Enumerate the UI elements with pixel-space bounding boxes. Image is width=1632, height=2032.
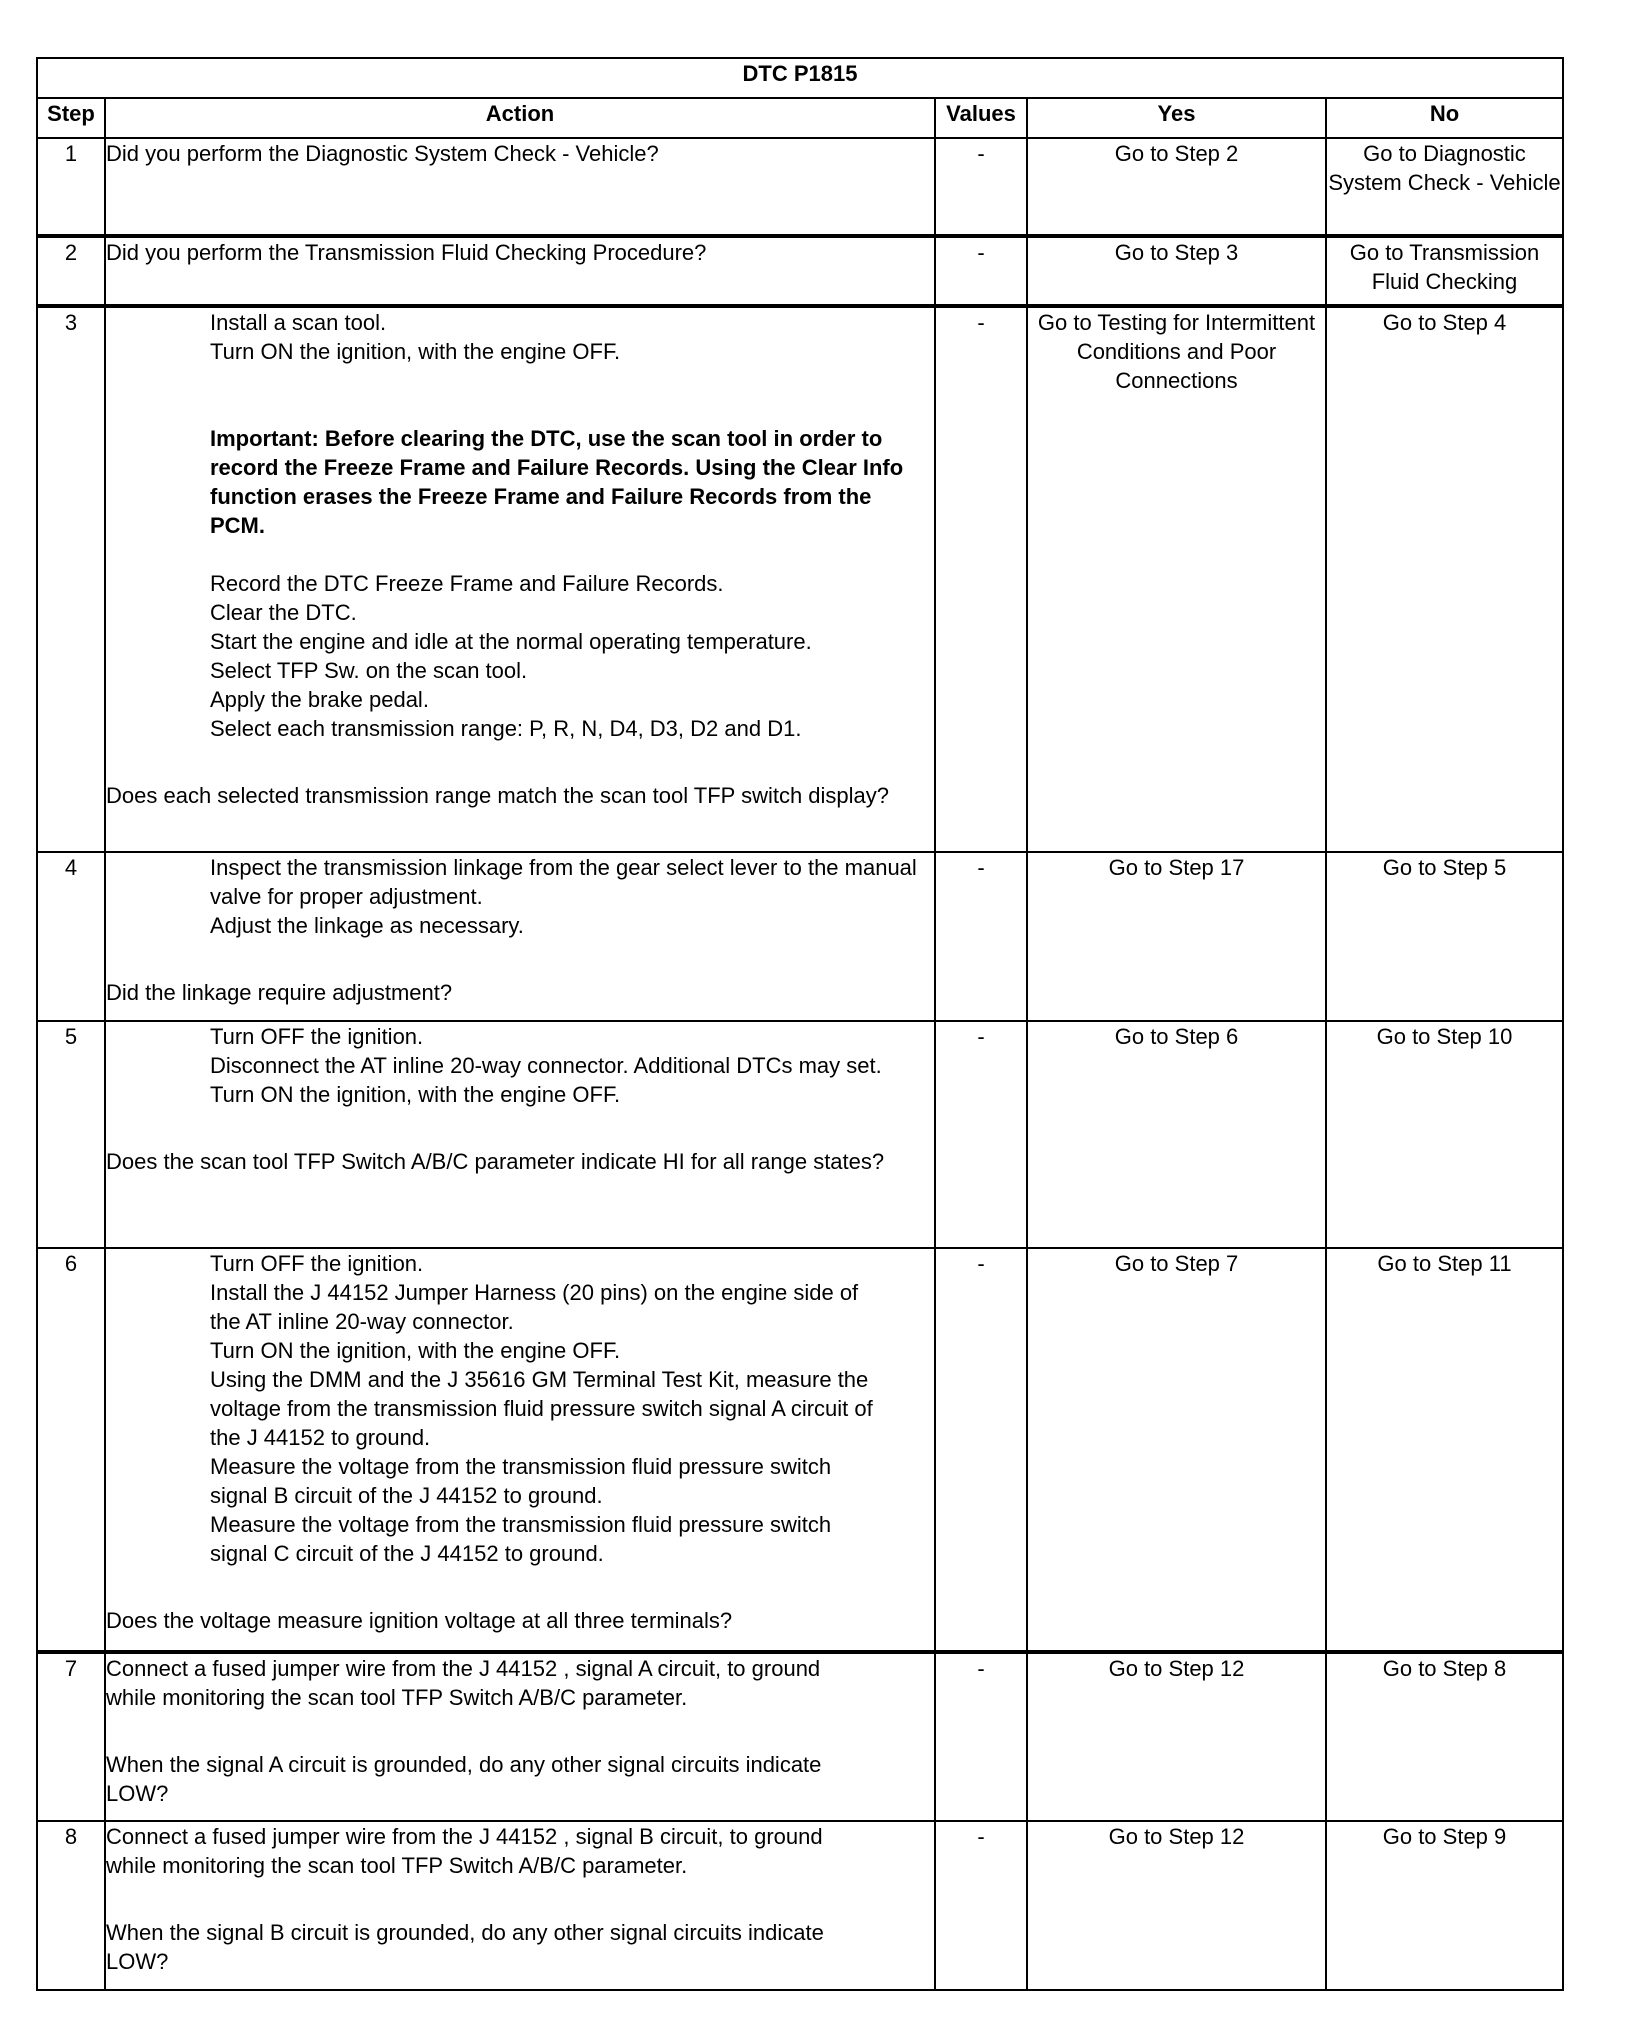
table-row [37, 236, 1563, 306]
table-row [37, 306, 1563, 852]
header-yes: Yes [1027, 98, 1326, 138]
action-question: Does the scan tool TFP Switch A/B/C parameter indicate HI for all range states? [106, 1149, 885, 1174]
header-values: Values [935, 98, 1027, 138]
instruction-item: Install the J 44152 Jumper Harness (20 pins) on the engine side of the AT inline 20-way connector. [210, 1280, 859, 1334]
action-cell [105, 138, 935, 236]
instruction-item: Apply the brake pedal. [210, 687, 429, 712]
instruction-item: Install a scan tool. [210, 310, 387, 335]
step-number: 7 [37, 1652, 105, 1821]
table-row [37, 1021, 1563, 1248]
important-note: Important: Before clearing the DTC, use the scan tool in order to record the Freeze Frame and Failure Records. Using the Clear Info function erases the Freeze Frame and Failure Records from the PCM. [210, 426, 904, 538]
values-cell: - [935, 852, 1027, 1021]
instruction-item: Using the DMM and the J 35616 GM Terminal Test Kit, measure the voltage from the transmission fluid pressure switch signal A circuit of the J 44152 to ground. [210, 1367, 873, 1450]
yes-cell: Go to Step 12 [1027, 1652, 1326, 1821]
instruction-item: Select each transmission range: P, R, N, D4, D3, D2 and D1. [210, 716, 802, 741]
table-row [37, 138, 1563, 236]
instruction-item: Turn ON the ignition, with the engine OFF. [210, 339, 621, 364]
instruction-list [106, 308, 934, 366]
no-cell: Go to Diagnostic System Check - Vehicle [1326, 138, 1563, 236]
instruction-list [106, 1022, 934, 1109]
instruction-item: Record the DTC Freeze Frame and Failure Records. [210, 571, 724, 596]
step-number: 5 [37, 1021, 105, 1248]
instruction-item: Inspect the transmission linkage from the gear select lever to the manual valve for proper adjustment. [210, 855, 917, 909]
action-cell [105, 1821, 935, 1990]
yes-cell: Go to Step 7 [1027, 1248, 1326, 1652]
yes-cell: Go to Step 3 [1027, 236, 1326, 306]
instruction-item: Measure the voltage from the transmission fluid pressure switch signal B circuit of the J 44152 to ground. [210, 1454, 832, 1508]
instruction-item: Adjust the linkage as necessary. [210, 913, 524, 938]
values-cell: - [935, 236, 1027, 306]
table-row [37, 1652, 1563, 1821]
header-no: No [1326, 98, 1563, 138]
instruction-item: Measure the voltage from the transmission fluid pressure switch signal C circuit of the J 44152 to ground. [210, 1512, 832, 1566]
no-cell: Go to Transmission Fluid Checking [1326, 236, 1563, 306]
instruction-item: Start the engine and idle at the normal operating temperature. [210, 629, 812, 654]
step-number: 2 [37, 236, 105, 306]
step-number: 6 [37, 1248, 105, 1652]
no-cell: Go to Step 5 [1326, 852, 1563, 1021]
instruction-item: Clear the DTC. [210, 600, 357, 625]
action-question: When the signal A circuit is grounded, do any other signal circuits indicate LOW? [106, 1752, 822, 1806]
no-cell: Go to Step 8 [1326, 1652, 1563, 1821]
table-row [37, 1821, 1563, 1990]
action-question: When the signal B circuit is grounded, do any other signal circuits indicate LOW? [106, 1920, 824, 1974]
step-number: 1 [37, 138, 105, 236]
table-row [37, 1248, 1563, 1652]
instruction-list [106, 853, 934, 940]
yes-cell: Go to Step 17 [1027, 852, 1326, 1021]
instruction-item: Turn ON the ignition, with the engine OFF. [210, 1338, 621, 1363]
header-step: Step [37, 98, 105, 138]
action-question: Does the voltage measure ignition voltage at all three terminals? [106, 1608, 733, 1633]
yes-cell: Go to Step 12 [1027, 1821, 1326, 1990]
action-question: Does each selected transmission range match the scan tool TFP switch display? [106, 783, 890, 808]
action-cell [105, 852, 935, 1021]
values-cell: - [935, 306, 1027, 852]
values-cell: - [935, 1652, 1027, 1821]
values-cell: - [935, 138, 1027, 236]
action-cell [105, 1652, 935, 1821]
yes-cell: Go to Step 2 [1027, 138, 1326, 236]
action-question: Did the linkage require adjustment? [106, 980, 453, 1005]
step-number: 4 [37, 852, 105, 1021]
header-action: Action [105, 98, 935, 138]
values-cell: - [935, 1021, 1027, 1248]
action-question: Did you perform the Diagnostic System Check - Vehicle? [106, 141, 659, 166]
yes-cell: Go to Testing for Intermittent Conditions and Poor Connections [1027, 306, 1326, 852]
instruction-item: Select TFP Sw. on the scan tool. [210, 658, 528, 683]
no-cell: Go to Step 4 [1326, 306, 1563, 852]
action-lead: Connect a fused jumper wire from the J 44152 , signal A circuit, to ground while monitoring the scan tool TFP Switch A/B/C parameter. [106, 1656, 821, 1710]
action-cell [105, 1021, 935, 1248]
table-row [37, 852, 1563, 1021]
action-cell [105, 306, 935, 852]
instruction-item: Turn ON the ignition, with the engine OFF. [210, 1082, 621, 1107]
values-cell: - [935, 1248, 1027, 1652]
step-number: 3 [37, 306, 105, 852]
no-cell: Go to Step 9 [1326, 1821, 1563, 1990]
instruction-item: Turn OFF the ignition. [210, 1024, 424, 1049]
action-cell [105, 236, 935, 306]
instruction-item: Turn OFF the ignition. [210, 1251, 424, 1276]
action-lead: Connect a fused jumper wire from the J 44152 , signal B circuit, to ground while monitoring the scan tool TFP Switch A/B/C parameter. [106, 1824, 823, 1878]
dtc-table [36, 57, 1564, 1991]
no-cell: Go to Step 11 [1326, 1248, 1563, 1652]
yes-cell: Go to Step 6 [1027, 1021, 1326, 1248]
no-cell: Go to Step 10 [1326, 1021, 1563, 1248]
step-number: 8 [37, 1821, 105, 1990]
action-cell [105, 1248, 935, 1652]
values-cell: - [935, 1821, 1027, 1990]
table-title: DTC P1815 [37, 58, 1563, 98]
instruction-list [106, 569, 934, 743]
instruction-item: Disconnect the AT inline 20-way connector. Additional DTCs may set. [210, 1053, 882, 1078]
instruction-list [106, 1249, 934, 1568]
action-question: Did you perform the Transmission Fluid Checking Procedure? [106, 240, 707, 265]
